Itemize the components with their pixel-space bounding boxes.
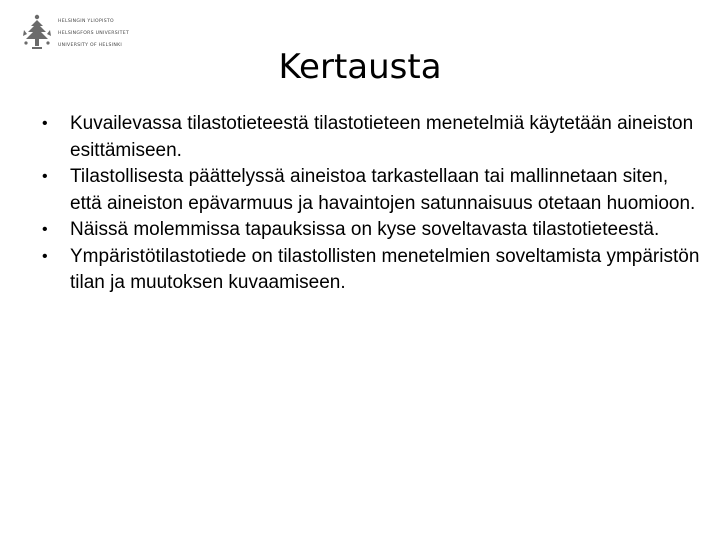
bullet-icon: • (42, 115, 48, 132)
bullet-item (42, 244, 702, 297)
bullet-item (42, 111, 702, 164)
slide-title: Kertausta (278, 47, 442, 87)
bullet-text: Näissä molemmissa tapauksissa on kyse soveltavasta tilastotieteestä. (70, 219, 660, 240)
logo-line-en: UNIVERSITY OF HELSINKI (58, 43, 123, 48)
logo-line-fi: HELSINGIN YLIOPISTO (58, 19, 114, 24)
bullet-item (42, 217, 702, 244)
bullet-icon: • (42, 168, 48, 185)
logo-line-sv: HELSINGFORS UNIVERSITET (58, 31, 130, 36)
bullet-icon: • (42, 221, 48, 238)
bullet-item (42, 164, 702, 217)
bullet-list (42, 111, 702, 297)
bullet-text: Tilastollisesta päättelyssä aineistoa tarkastellaan tai mallinnetaan siten, että aineiston epävarmuus ja havaintojen satunnaisuus otetaan huomioon. (70, 166, 696, 214)
bullet-icon: • (42, 247, 48, 265)
bullet-text: Ympäristötilastotiede on tilastollisten menetelmien soveltamista ympäristön tilan ja muutoksen kuvaamiseen. (70, 245, 700, 293)
bullet-text: Kuvailevassa tilastotieteestä tilastotieteen menetelmiä käytetään aineiston esittämiseen. (70, 113, 694, 161)
